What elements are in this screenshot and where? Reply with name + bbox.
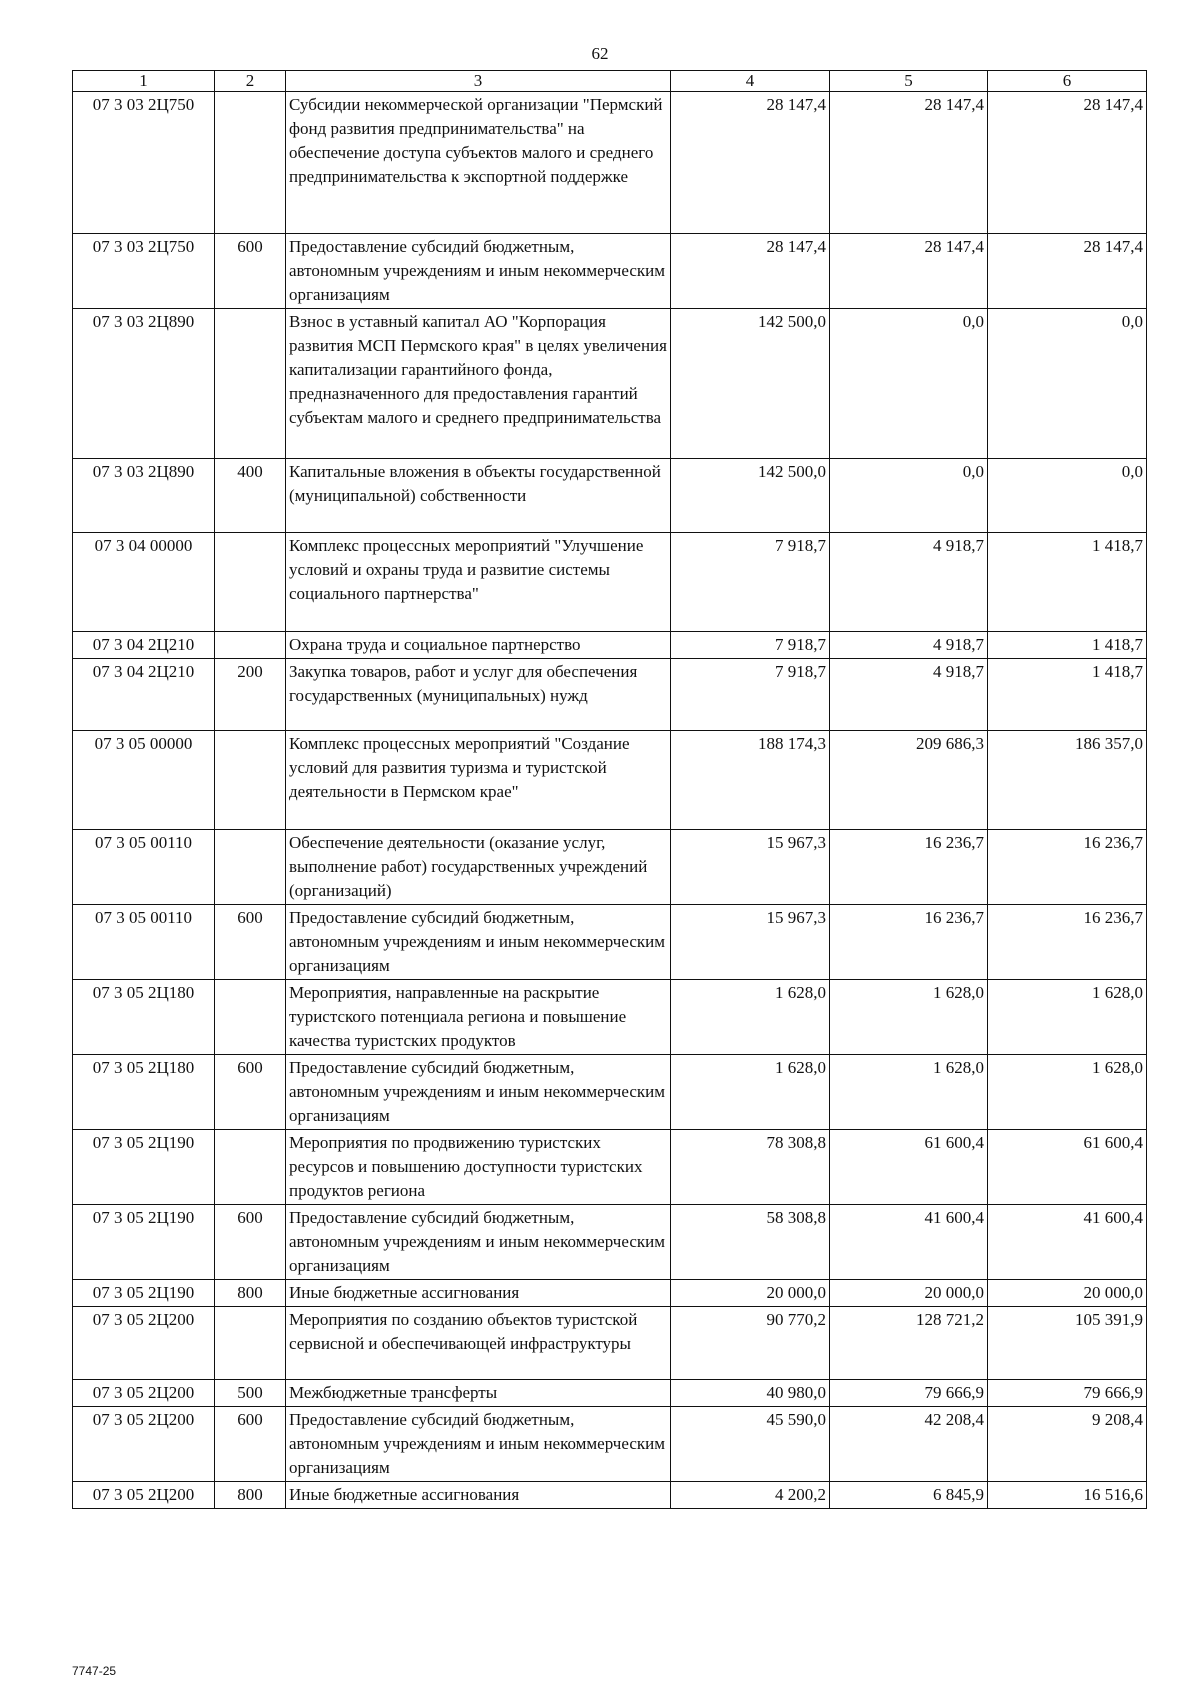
cell-value-col5: 209 686,3	[830, 731, 988, 830]
cell-value-col5: 42 208,4	[830, 1407, 988, 1482]
cell-value-col4: 15 967,3	[671, 905, 830, 980]
cell-name: Предоставление субсидий бюджетным, автономным учреждениям и иным некоммерческим организациям	[286, 1055, 671, 1130]
cell-value-col4: 40 980,0	[671, 1380, 830, 1407]
cell-value-col6: 28 147,4	[988, 92, 1147, 234]
cell-value-col6: 0,0	[988, 459, 1147, 533]
header-col-5: 5	[830, 71, 988, 92]
cell-value-col4: 28 147,4	[671, 234, 830, 309]
cell-code: 07 3 04 2Ц210	[73, 659, 215, 731]
cell-name: Мероприятия по продвижению туристских ресурсов и повышению доступности туристских продуктов региона	[286, 1130, 671, 1205]
cell-expense-type	[215, 309, 286, 459]
cell-code: 07 3 05 2Ц200	[73, 1380, 215, 1407]
cell-code: 07 3 05 2Ц190	[73, 1280, 215, 1307]
cell-value-col5: 4 918,7	[830, 533, 988, 632]
cell-name: Иные бюджетные ассигнования	[286, 1482, 671, 1509]
cell-value-col6: 9 208,4	[988, 1407, 1147, 1482]
table-body	[73, 92, 1147, 1509]
cell-value-col4: 7 918,7	[671, 659, 830, 731]
cell-name: Предоставление субсидий бюджетным, автономным учреждениям и иным некоммерческим организациям	[286, 1407, 671, 1482]
table-row	[73, 659, 1147, 731]
cell-expense-type	[215, 1130, 286, 1205]
cell-code: 07 3 05 2Ц200	[73, 1307, 215, 1380]
cell-value-col6: 16 516,6	[988, 1482, 1147, 1509]
cell-expense-type	[215, 1307, 286, 1380]
table-row	[73, 1380, 1147, 1407]
header-col-4: 4	[671, 71, 830, 92]
cell-name: Предоставление субсидий бюджетным, автономным учреждениям и иным некоммерческим организациям	[286, 234, 671, 309]
cell-value-col4: 7 918,7	[671, 533, 830, 632]
cell-expense-type	[215, 632, 286, 659]
cell-code: 07 3 05 00110	[73, 830, 215, 905]
cell-value-col6: 20 000,0	[988, 1280, 1147, 1307]
cell-code: 07 3 05 2Ц190	[73, 1130, 215, 1205]
cell-value-col4: 188 174,3	[671, 731, 830, 830]
cell-value-col5: 20 000,0	[830, 1280, 988, 1307]
cell-name: Обеспечение деятельности (оказание услуг, выполнение работ) государственных учреждений (организаций)	[286, 830, 671, 905]
cell-value-col6: 1 418,7	[988, 533, 1147, 632]
cell-value-col4: 1 628,0	[671, 980, 830, 1055]
cell-value-col6: 16 236,7	[988, 830, 1147, 905]
cell-code: 07 3 04 2Ц210	[73, 632, 215, 659]
cell-name: Межбюджетные трансферты	[286, 1380, 671, 1407]
cell-name: Закупка товаров, работ и услуг для обеспечения государственных (муниципальных) нужд	[286, 659, 671, 731]
table-row	[73, 1130, 1147, 1205]
cell-value-col5: 28 147,4	[830, 234, 988, 309]
cell-code: 07 3 05 2Ц180	[73, 980, 215, 1055]
cell-value-col6: 28 147,4	[988, 234, 1147, 309]
cell-value-col4: 7 918,7	[671, 632, 830, 659]
cell-value-col4: 15 967,3	[671, 830, 830, 905]
table-row	[73, 1280, 1147, 1307]
cell-value-col6: 61 600,4	[988, 1130, 1147, 1205]
cell-expense-type	[215, 92, 286, 234]
header-col-2: 2	[215, 71, 286, 92]
cell-value-col5: 6 845,9	[830, 1482, 988, 1509]
cell-code: 07 3 05 00110	[73, 905, 215, 980]
table-row	[73, 1205, 1147, 1280]
cell-value-col5: 0,0	[830, 309, 988, 459]
cell-name: Взнос в уставный капитал АО "Корпорация развития МСП Пермского края" в целях увеличения капитализации гарантийного фонда, предназначенного для предоставления гарантий субъектам малого и среднего предпринимательства	[286, 309, 671, 459]
cell-value-col5: 1 628,0	[830, 980, 988, 1055]
cell-expense-type: 600	[215, 905, 286, 980]
cell-code: 07 3 03 2Ц890	[73, 459, 215, 533]
cell-name: Мероприятия, направленные на раскрытие туристского потенциала региона и повышение качества туристских продуктов	[286, 980, 671, 1055]
cell-value-col5: 128 721,2	[830, 1307, 988, 1380]
header-col-6: 6	[988, 71, 1147, 92]
cell-value-col5: 4 918,7	[830, 659, 988, 731]
cell-value-col5: 41 600,4	[830, 1205, 988, 1280]
cell-code: 07 3 05 2Ц200	[73, 1482, 215, 1509]
cell-value-col4: 142 500,0	[671, 309, 830, 459]
cell-value-col5: 4 918,7	[830, 632, 988, 659]
cell-expense-type: 600	[215, 234, 286, 309]
cell-value-col6: 105 391,9	[988, 1307, 1147, 1380]
cell-value-col6: 1 628,0	[988, 1055, 1147, 1130]
table-row	[73, 905, 1147, 980]
cell-value-col6: 41 600,4	[988, 1205, 1147, 1280]
budget-table	[72, 70, 1147, 1509]
header-row	[73, 71, 1147, 92]
cell-expense-type	[215, 533, 286, 632]
cell-value-col6: 1 418,7	[988, 632, 1147, 659]
table-row	[73, 632, 1147, 659]
cell-code: 07 3 05 2Ц190	[73, 1205, 215, 1280]
cell-expense-type: 800	[215, 1280, 286, 1307]
header-col-3: 3	[286, 71, 671, 92]
table-row	[73, 1307, 1147, 1380]
table-row	[73, 1055, 1147, 1130]
cell-value-col5: 79 666,9	[830, 1380, 988, 1407]
cell-expense-type	[215, 980, 286, 1055]
table-row	[73, 459, 1147, 533]
table-row	[73, 92, 1147, 234]
cell-name: Капитальные вложения в объекты государственной (муниципальной) собственности	[286, 459, 671, 533]
cell-name: Иные бюджетные ассигнования	[286, 1280, 671, 1307]
cell-name: Предоставление субсидий бюджетным, автономным учреждениям и иным некоммерческим организациям	[286, 1205, 671, 1280]
cell-name: Субсидии некоммерческой организации "Пермский фонд развития предпринимательства" на обеспечение доступа субъектов малого и среднего предпринимательства к экспортной поддержке	[286, 92, 671, 234]
footer-code: 7747-25	[72, 1664, 117, 1678]
table-row	[73, 980, 1147, 1055]
cell-value-col4: 90 770,2	[671, 1307, 830, 1380]
cell-value-col6: 1 418,7	[988, 659, 1147, 731]
table-row	[73, 1407, 1147, 1482]
table-row	[73, 309, 1147, 459]
cell-name: Предоставление субсидий бюджетным, автономным учреждениям и иным некоммерческим организациям	[286, 905, 671, 980]
page-number: 62	[591, 44, 609, 63]
cell-expense-type: 400	[215, 459, 286, 533]
table-row	[73, 234, 1147, 309]
cell-expense-type	[215, 731, 286, 830]
cell-expense-type: 200	[215, 659, 286, 731]
cell-code: 07 3 05 2Ц180	[73, 1055, 215, 1130]
cell-value-col4: 28 147,4	[671, 92, 830, 234]
header-col-1: 1	[73, 71, 215, 92]
cell-code: 07 3 05 00000	[73, 731, 215, 830]
table-row	[73, 1482, 1147, 1509]
cell-value-col5: 0,0	[830, 459, 988, 533]
cell-code: 07 3 04 00000	[73, 533, 215, 632]
cell-value-col4: 4 200,2	[671, 1482, 830, 1509]
cell-value-col6: 186 357,0	[988, 731, 1147, 830]
cell-value-col5: 16 236,7	[830, 830, 988, 905]
cell-value-col6: 0,0	[988, 309, 1147, 459]
cell-value-col4: 1 628,0	[671, 1055, 830, 1130]
table-row	[73, 533, 1147, 632]
cell-value-col4: 45 590,0	[671, 1407, 830, 1482]
cell-name: Комплекс процессных мероприятий "Создание условий для развития туризма и туристской деятельности в Пермском крае"	[286, 731, 671, 830]
table-row	[73, 731, 1147, 830]
cell-value-col5: 28 147,4	[830, 92, 988, 234]
cell-name: Охрана труда и социальное партнерство	[286, 632, 671, 659]
table-row	[73, 830, 1147, 905]
cell-value-col5: 16 236,7	[830, 905, 988, 980]
cell-value-col4: 78 308,8	[671, 1130, 830, 1205]
cell-value-col4: 20 000,0	[671, 1280, 830, 1307]
cell-value-col6: 1 628,0	[988, 980, 1147, 1055]
cell-code: 07 3 03 2Ц890	[73, 309, 215, 459]
cell-name: Мероприятия по созданию объектов туристской сервисной и обеспечивающей инфраструктуры	[286, 1307, 671, 1380]
cell-value-col6: 16 236,7	[988, 905, 1147, 980]
cell-name: Комплекс процессных мероприятий "Улучшение условий и охраны труда и развитие системы социального партнерства"	[286, 533, 671, 632]
cell-value-col5: 1 628,0	[830, 1055, 988, 1130]
cell-value-col4: 58 308,8	[671, 1205, 830, 1280]
cell-expense-type	[215, 830, 286, 905]
cell-expense-type: 500	[215, 1380, 286, 1407]
cell-code: 07 3 03 2Ц750	[73, 234, 215, 309]
cell-code: 07 3 05 2Ц200	[73, 1407, 215, 1482]
cell-expense-type: 600	[215, 1205, 286, 1280]
cell-value-col5: 61 600,4	[830, 1130, 988, 1205]
cell-expense-type: 800	[215, 1482, 286, 1509]
cell-value-col6: 79 666,9	[988, 1380, 1147, 1407]
cell-expense-type: 600	[215, 1055, 286, 1130]
cell-value-col4: 142 500,0	[671, 459, 830, 533]
cell-expense-type: 600	[215, 1407, 286, 1482]
cell-code: 07 3 03 2Ц750	[73, 92, 215, 234]
